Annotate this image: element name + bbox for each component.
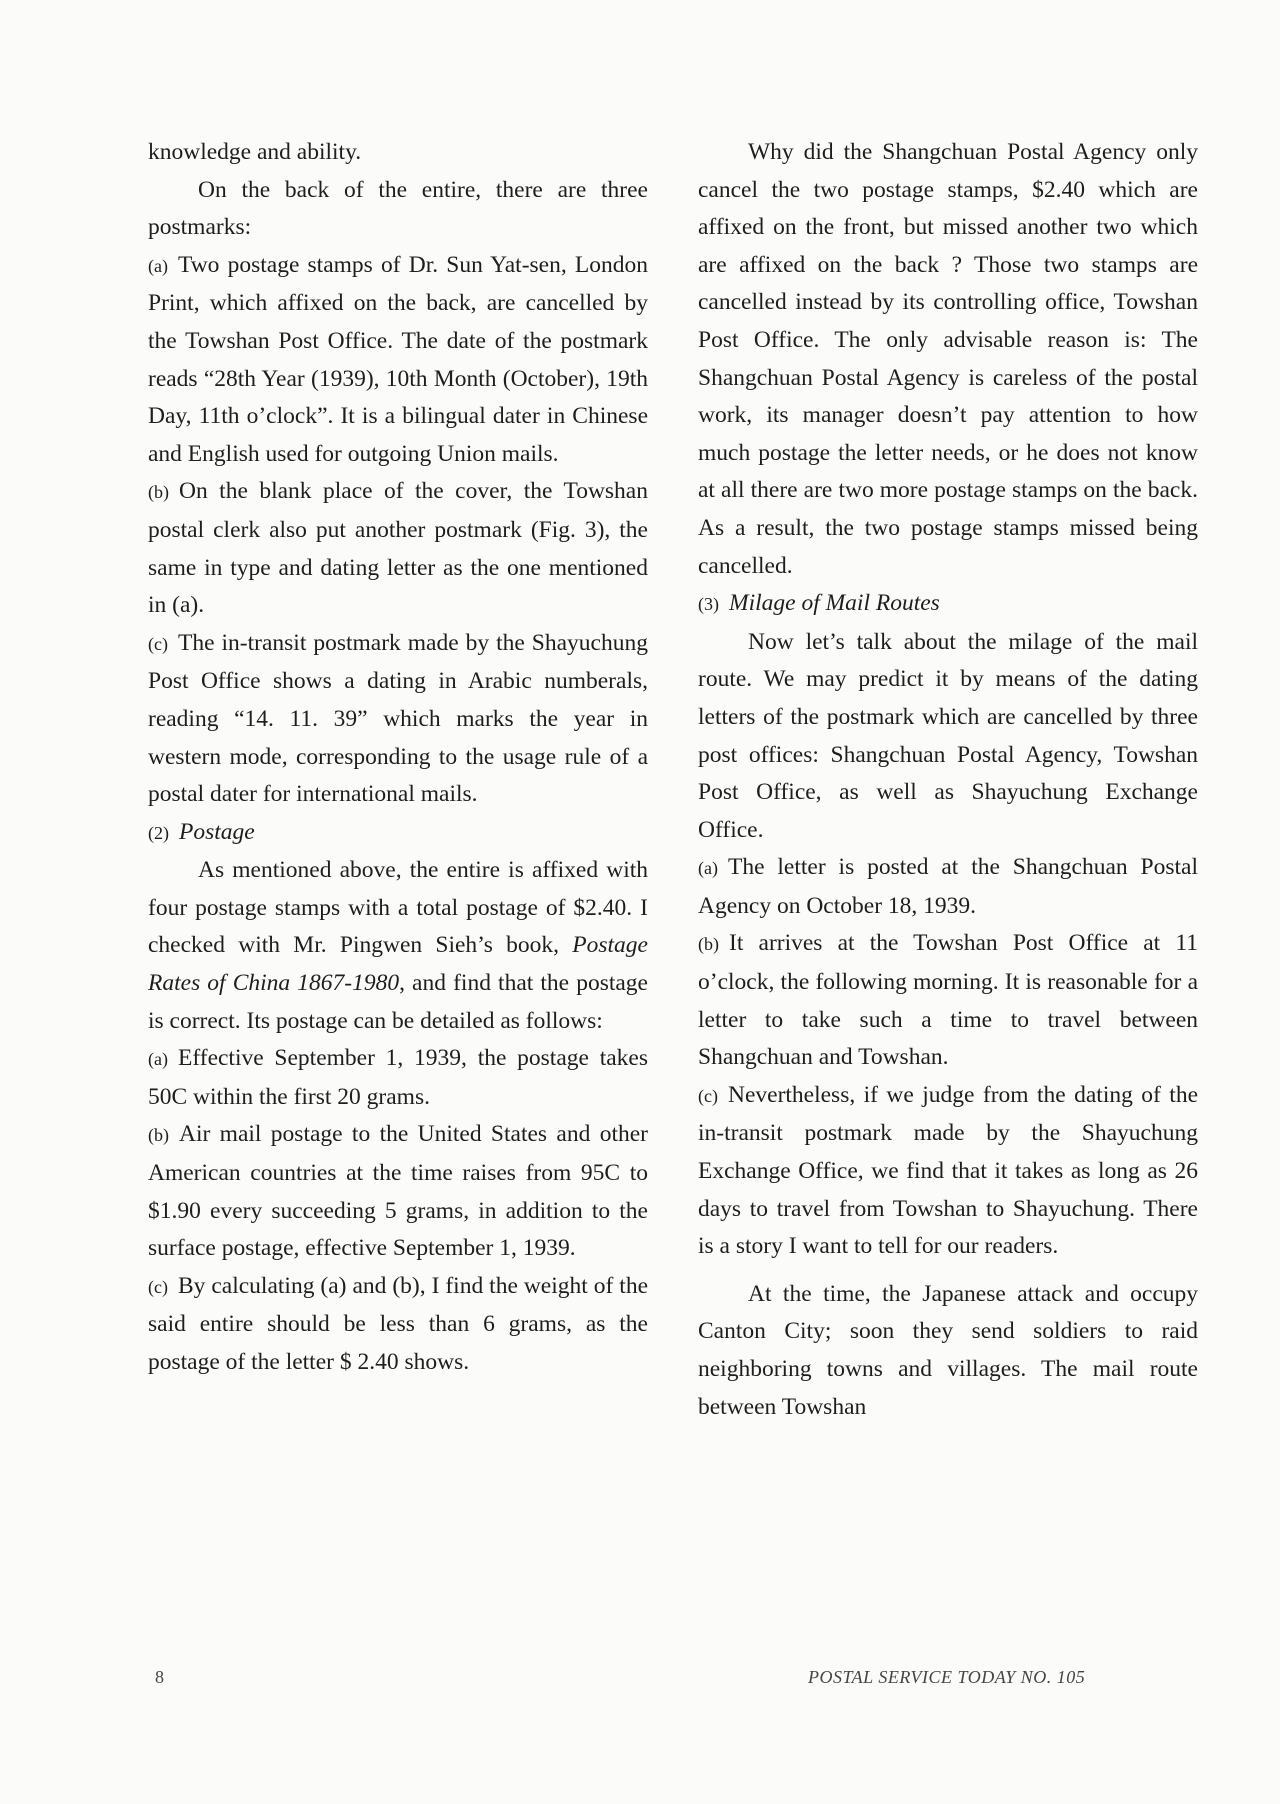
paragraph — [148, 852, 648, 1040]
left-column — [148, 134, 648, 1382]
item-label: (a) — [148, 1049, 168, 1070]
item-text: The in-transit postmark made by the Shayuchung Post Office shows a dating in Arabic numberals, reading “14. 11. 39” which marks the year in western mode, corresponding to the usage rule of a postal dater for international mails. — [148, 629, 648, 808]
item-text: By calculating (a) and (b), I find the weight of the said entire should be less than 6 grams, as the postage of the letter $ 2.40 shows. — [148, 1272, 648, 1375]
item-text: Nevertheless, if we judge from the dating of the in-transit postmark made by the Shayuchung Exchange Office, we find that it takes as long as 26 days to travel from Towshan to Shayuchung. There is a story I want to tell for our readers. — [698, 1081, 1198, 1260]
list-item — [698, 1077, 1198, 1266]
item-label: (a) — [148, 255, 168, 276]
item-text: On the blank place of the cover, the Towshan postal clerk also put another postmark (Fig. 3), the same in type and dating letter as the one mentioned in (a). — [148, 478, 648, 619]
list-item — [148, 1040, 648, 1116]
section-number: (3) — [698, 594, 719, 615]
right-column — [698, 134, 1198, 1426]
paragraph: On the back of the entire, there are three postmarks: — [148, 176, 648, 241]
paragraph-text: As mentioned above, the entire is affixed with four postage stamps with a total postage of $2.40. I checked with Mr. Pingwen Sieh’s book, — [148, 857, 648, 959]
paragraph: Now let’s talk about the milage of the mail route. We may predict it by means of the dating letters of the postmark which are cancelled by three post offices: Shangchuan Postal Agency, Towshan Post Office, as well as Shayuchung Exchange Office. — [698, 628, 1198, 843]
section-heading — [148, 814, 648, 853]
item-text: The letter is posted at the Shangchuan Postal Agency on October 18, 1939. — [698, 854, 1198, 919]
item-label: (c) — [698, 1085, 718, 1106]
section-title: Postage — [179, 818, 255, 845]
list-item — [148, 1116, 648, 1267]
item-text: It arrives at the Towshan Post Office at 11 o’clock, the following morning. It is reasonable for a letter to take such a time to travel between Shangchuan and Towshan. — [698, 930, 1198, 1071]
book-title: Postage Rates of China 1867-1980 — [148, 932, 648, 997]
item-text: Two postage stamps of Dr. Sun Yat-sen, London Print, which affixed on the back, are cancelled by the Towshan Post Office. The date of the postmark reads “28th Year (1939), 10th Month (October), 19th Day, 11th o’clock”. It is a bilingual dater in Chinese and English used for outgoing Union mails. — [148, 251, 648, 467]
list-item — [698, 849, 1198, 925]
section-title: Milage of Mail Routes — [729, 590, 940, 617]
item-text: Effective September 1, 1939, the postage takes 50C within the first 20 grams. — [148, 1045, 648, 1110]
paragraph-text: , and find that the postage is correct. Its postage can be detailed as follows: — [148, 970, 648, 1034]
section-number: (2) — [148, 822, 169, 843]
item-label: (a) — [698, 858, 718, 879]
paragraph: knowledge and ability. — [148, 139, 362, 165]
list-item — [148, 473, 648, 624]
list-item — [148, 247, 648, 474]
item-label: (b) — [698, 934, 719, 955]
paragraph: At the time, the Japanese attack and occupy Canton City; soon they send soldiers to raid neighboring towns and villages. The mail route between Towshan — [698, 1280, 1198, 1420]
item-label: (c) — [148, 633, 168, 654]
paragraph: Why did the Shangchuan Postal Agency only cancel the two postage stamps, $2.40 which are affixed on the front, but missed another two which are affixed on the back ? Those two stamps are cancelled instead by its controlling office, Towshan Post Office. The only advisable reason is: The Shangchuan Postal Agency is careless of the postal work, its manager doesn’t pay attention to how much postage the letter needs, or he does not know at all there are two more postage stamps on the back. As a result, the two postage stamps missed being cancelled. — [698, 139, 1198, 579]
list-item — [148, 1268, 648, 1382]
page-number: 8 — [155, 1667, 164, 1687]
list-item — [148, 625, 648, 814]
item-label: (b) — [148, 482, 169, 503]
item-label: (c) — [148, 1276, 168, 1297]
journal-title: POSTAL SERVICE TODAY NO. 105 — [808, 1667, 1086, 1687]
item-text: Air mail postage to the United States and other American countries at the time raises from 95C to $1.90 every succeeding 5 grams, in addition to the surface postage, effective September 1, 1939. — [148, 1121, 648, 1262]
item-label: (b) — [148, 1125, 169, 1146]
list-item — [698, 925, 1198, 1076]
section-heading — [698, 585, 1198, 624]
